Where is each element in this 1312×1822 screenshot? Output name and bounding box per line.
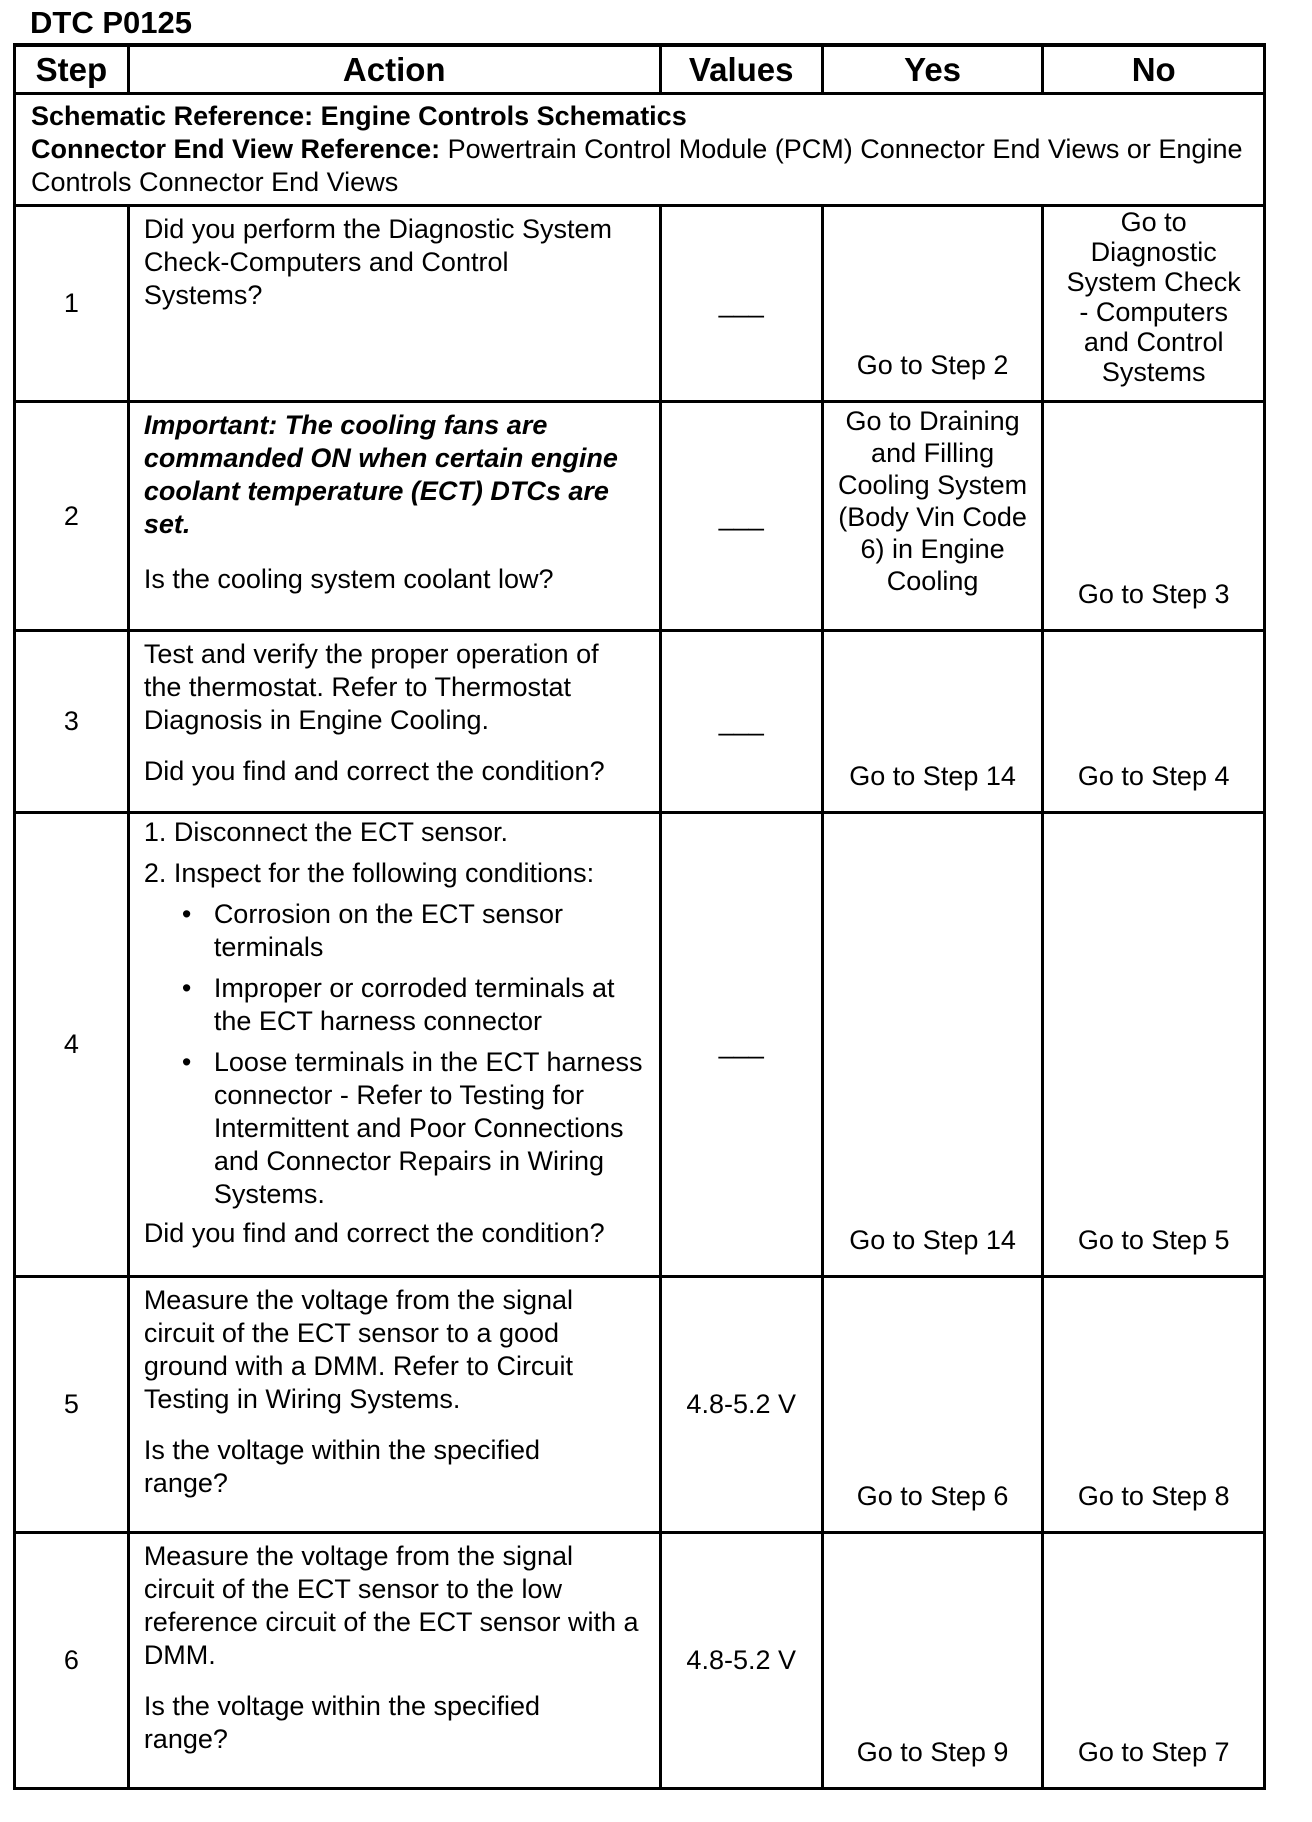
table-row xyxy=(15,631,1265,813)
table-row xyxy=(15,1277,1265,1533)
action-cell xyxy=(128,813,660,1277)
step-number: 2 xyxy=(15,402,129,631)
action-text: Test and verify the proper operation of the thermostat. Refer to Thermostat Diagnosis in Engine Cooling. xyxy=(143,639,599,735)
bullet-icon: • xyxy=(181,973,192,1003)
no-cell: Go to Step 4 xyxy=(1043,631,1265,813)
condition-item xyxy=(144,972,647,1038)
action-cell xyxy=(128,402,660,631)
values-cell: ___ xyxy=(660,206,822,402)
reference-row xyxy=(15,94,1265,206)
action-cell xyxy=(128,1277,660,1533)
condition-text: Improper or corroded terminals at the ECT harness connector xyxy=(213,973,615,1036)
yes-cell: Go to Step 14 xyxy=(822,813,1043,1277)
action-text: Measure the voltage from the signal circuit of the ECT sensor to a good ground with a DMM. Refer to Circuit Testing in Wiring Systems. xyxy=(143,1285,574,1414)
no-cell: Go to Step 8 xyxy=(1043,1277,1265,1533)
condition-text: Corrosion on the ECT sensor terminals xyxy=(213,899,563,962)
condition-text: Loose terminals in the ECT harness connector - Refer to Testing for Intermittent and Poor Connections and Connector Repairs in Wiring Systems. xyxy=(213,1047,643,1209)
action-question: Is the cooling system coolant low? xyxy=(143,564,554,594)
header-values: Values xyxy=(660,45,822,94)
important-note: Important: The cooling fans are commanded ON when certain engine coolant temperature (ECT) DTCs are set. xyxy=(143,410,618,539)
condition-item xyxy=(144,1046,647,1211)
diagnostic-table xyxy=(13,43,1266,1790)
values-cell: ___ xyxy=(660,402,822,631)
bullet-icon: • xyxy=(181,899,192,929)
connector-reference-label: Connector End View Reference: xyxy=(31,134,441,164)
header-action: Action xyxy=(128,45,660,94)
action-text: Measure the voltage from the signal circuit of the ECT sensor to the low reference circuit of the ECT sensor with a DMM. xyxy=(143,1541,639,1670)
header-step: Step xyxy=(15,45,129,94)
reference-cell xyxy=(15,94,1265,206)
action-step-2: 2. Inspect for the following conditions: xyxy=(143,858,595,888)
no-cell: Go to Diagnostic System Check - Computers and Control Systems xyxy=(1043,206,1265,402)
action-cell xyxy=(128,1533,660,1789)
action-step-1: 1. Disconnect the ECT sensor. xyxy=(143,817,508,847)
step-number: 6 xyxy=(15,1533,129,1789)
document-title: DTC P0125 xyxy=(30,5,192,40)
step-number: 5 xyxy=(15,1277,129,1533)
action-question: Did you find and correct the condition? xyxy=(143,1218,605,1248)
table-row xyxy=(15,206,1265,402)
values-cell: ___ xyxy=(660,813,822,1277)
header-row xyxy=(15,45,1265,94)
step-number: 4 xyxy=(15,813,129,1277)
header-no: No xyxy=(1043,45,1265,94)
no-cell: Go to Step 7 xyxy=(1043,1533,1265,1789)
action-question: Is the voltage within the specified range? xyxy=(143,1435,541,1498)
no-cell: Go to Step 5 xyxy=(1043,813,1265,1277)
values-cell: 4.8-5.2 V xyxy=(660,1277,822,1533)
action-question: Did you find and correct the condition? xyxy=(143,756,605,786)
yes-cell: Go to Step 9 xyxy=(822,1533,1043,1789)
values-cell: ___ xyxy=(660,631,822,813)
table-row xyxy=(15,402,1265,631)
no-cell: Go to Step 3 xyxy=(1043,402,1265,631)
connector-reference xyxy=(31,133,1248,199)
action-cell xyxy=(128,206,660,402)
step-number: 3 xyxy=(15,631,129,813)
step-number: 1 xyxy=(15,206,129,402)
values-cell: 4.8-5.2 V xyxy=(660,1533,822,1789)
yes-cell: Go to Step 2 xyxy=(822,206,1043,402)
table-row xyxy=(15,813,1265,1277)
yes-cell: Go to Step 6 xyxy=(822,1277,1043,1533)
schematic-reference: Schematic Reference: Engine Controls Schematics xyxy=(31,101,687,131)
bullet-icon: • xyxy=(181,1047,192,1077)
action-text: Did you perform the Diagnostic System Check-Computers and Control Systems? xyxy=(143,214,613,310)
action-question: Is the voltage within the specified range? xyxy=(143,1691,541,1754)
yes-cell: Go to Draining and Filling Cooling System (Body Vin Code 6) in Engine Cooling xyxy=(822,402,1043,631)
connector-reference-text: Powertrain Control Module (PCM) Connector End Views or Engine Controls Connector End Views xyxy=(31,134,1243,197)
table-row xyxy=(15,1533,1265,1789)
yes-cell: Go to Step 14 xyxy=(822,631,1043,813)
header-yes: Yes xyxy=(822,45,1043,94)
condition-item xyxy=(144,898,647,964)
action-cell xyxy=(128,631,660,813)
